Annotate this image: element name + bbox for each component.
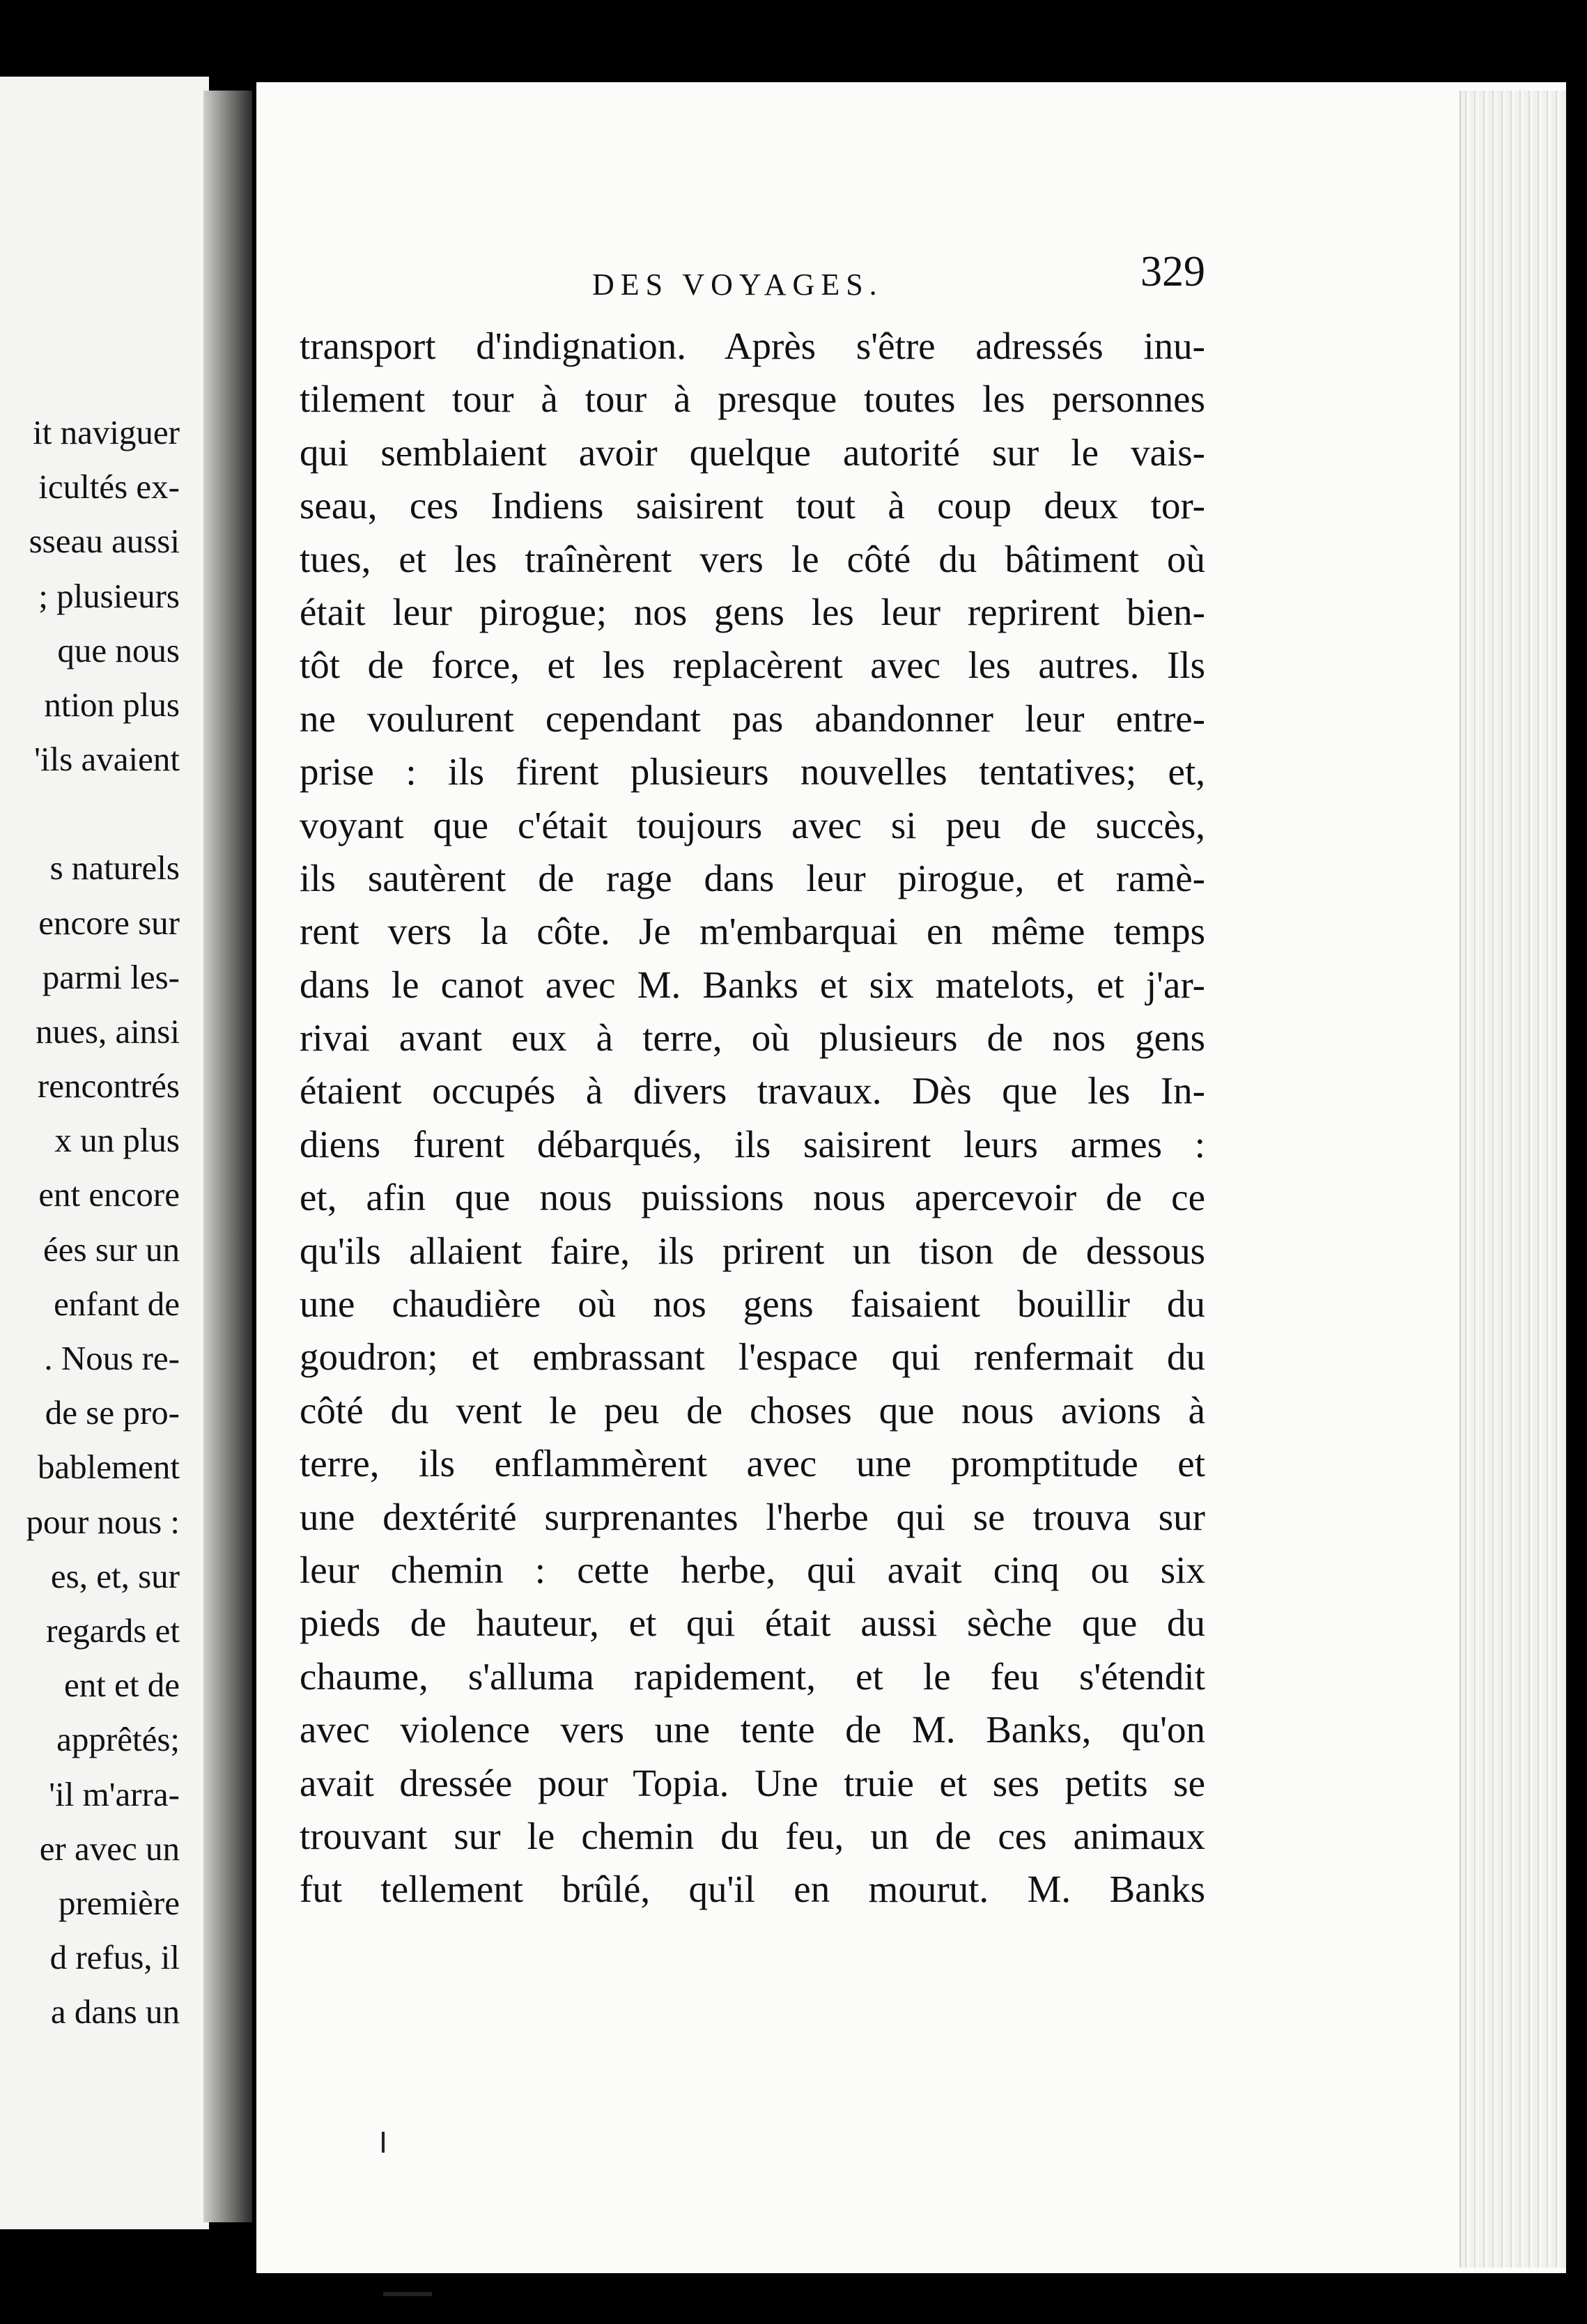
left-text-line: ent encore [38, 1175, 180, 1214]
text-line: et, afin que nous puissions nous apercevoir de ce [300, 1176, 1205, 1219]
left-text-line: a dans un [50, 1992, 180, 2031]
text-line: tôt de force, et les replacèrent avec les autres. Ils [300, 644, 1205, 687]
left-page-text [0, 405, 180, 2039]
text-line: chaume, s'alluma rapidement, et le feu s'étendit [300, 1655, 1205, 1698]
text-line: transport d'indignation. Après s'être adressés inu- [300, 325, 1205, 367]
text-line: une dextérité surprenantes l'herbe qui se trouva sur [300, 1495, 1205, 1538]
text-line: qu'ils allaient faire, ils prirent un tison de dessous [300, 1229, 1205, 1272]
text-line: rent vers la côte. Je m'embarquai en même temps [300, 910, 1205, 953]
left-page [0, 77, 209, 2229]
left-text-line: première [58, 1883, 180, 1922]
left-text-line: bablement [37, 1448, 180, 1487]
left-text-line: rencontrés [37, 1067, 180, 1106]
book-gutter-shadow [203, 91, 252, 2222]
text-line: goudron; et embrassant l'espace qui renfermait du [300, 1335, 1205, 1379]
left-text-line: parmi les- [42, 957, 180, 996]
page-edges [1460, 91, 1565, 2268]
text-line: prise : ils firent plusieurs nouvelles tentatives; et, [300, 750, 1205, 793]
stray-mark [383, 2292, 432, 2296]
paragraph-gap [0, 787, 180, 841]
left-text-line: er avec un [39, 1829, 180, 1868]
text-line: voyant que c'était toujours avec si peu de succès, [300, 803, 1205, 846]
left-text-line: s naturels [49, 849, 180, 888]
left-text-line: enfant de [54, 1284, 180, 1323]
left-text-line: es, et, sur [50, 1556, 180, 1595]
text-line: seau, ces Indiens saisirent tout à coup deux tor- [300, 484, 1205, 527]
text-line: étaient occupés à divers travaux. Dès que les In- [300, 1069, 1205, 1113]
text-line: ne voulurent cependant pas abandonner leur entre- [300, 697, 1205, 740]
text-line: rivai avant eux à terre, où plusieurs de nos gens [300, 1016, 1205, 1060]
left-text-line: icultés ex- [38, 467, 180, 506]
text-line: dans le canot avec M. Banks et six matelots, et j'ar- [300, 963, 1205, 1006]
left-text-line: pour nous : [26, 1502, 180, 1541]
text-line: tilement tour à tour à presque toutes les personnes [300, 378, 1205, 421]
left-text-line: encore sur [38, 903, 180, 942]
page-number: 329 [1140, 248, 1205, 295]
page-header [300, 247, 1205, 310]
text-line: trouvant sur le chemin du feu, un de ces animaux [300, 1814, 1205, 1857]
text-line: pieds de hauteur, et qui était aussi sèche que du [300, 1602, 1205, 1645]
left-text-line: nues, ainsi [36, 1012, 180, 1051]
text-line: côté du vent le peu de choses que nous avions à [300, 1388, 1205, 1432]
left-text-line: it naviguer [33, 413, 180, 451]
left-text-line: ées sur un [43, 1230, 180, 1269]
text-line: terre, ils enflammèrent avec une promptitude et [300, 1442, 1205, 1485]
left-text-line: 'il m'arra- [49, 1774, 180, 1813]
left-text-line: ; plusieurs [38, 576, 180, 615]
text-line: était leur pirogue; nos gens les leur reprirent bien- [300, 590, 1205, 633]
left-text-line: ent et de [64, 1666, 180, 1705]
text-line: diens furent débarqués, ils saisirent leurs armes : [300, 1122, 1205, 1165]
left-text-line: que nous [57, 630, 180, 669]
left-text-line: regards et [46, 1611, 180, 1650]
left-text-line: d refus, il [49, 1938, 180, 1977]
text-line: avec violence vers une tente de M. Banks, qu'on [300, 1708, 1205, 1751]
left-text-line: x un plus [54, 1121, 180, 1160]
text-line: qui semblaient avoir quelque autorité sur le vais- [300, 431, 1205, 474]
left-text-line: de se pro- [45, 1393, 180, 1432]
text-line: leur chemin : cette herbe, qui avait cinq ou six [300, 1548, 1205, 1591]
text-line: fut tellement brûlé, qu'il en mourut. M. Banks [300, 1868, 1205, 1911]
left-text-line: sseau aussi [29, 522, 180, 561]
text-line: une chaudière où nos gens faisaient bouillir du [300, 1283, 1205, 1326]
left-text-line: . Nous re- [44, 1339, 180, 1377]
text-line: avait dressée pour Topia. Une truie et ses petits se [300, 1761, 1205, 1804]
running-head: DES VOYAGES. [592, 268, 883, 302]
left-text-line: apprêtés; [56, 1720, 180, 1759]
left-text-line: ntion plus [44, 685, 180, 724]
text-line: tues, et les traînèrent vers le côté du bâtiment où [300, 537, 1205, 580]
body-text [300, 320, 1205, 1916]
left-text-line: 'ils avaient [34, 740, 180, 779]
text-line: ils sautèrent de rage dans leur pirogue, et ramè- [300, 856, 1205, 899]
stray-mark [382, 2132, 385, 2153]
